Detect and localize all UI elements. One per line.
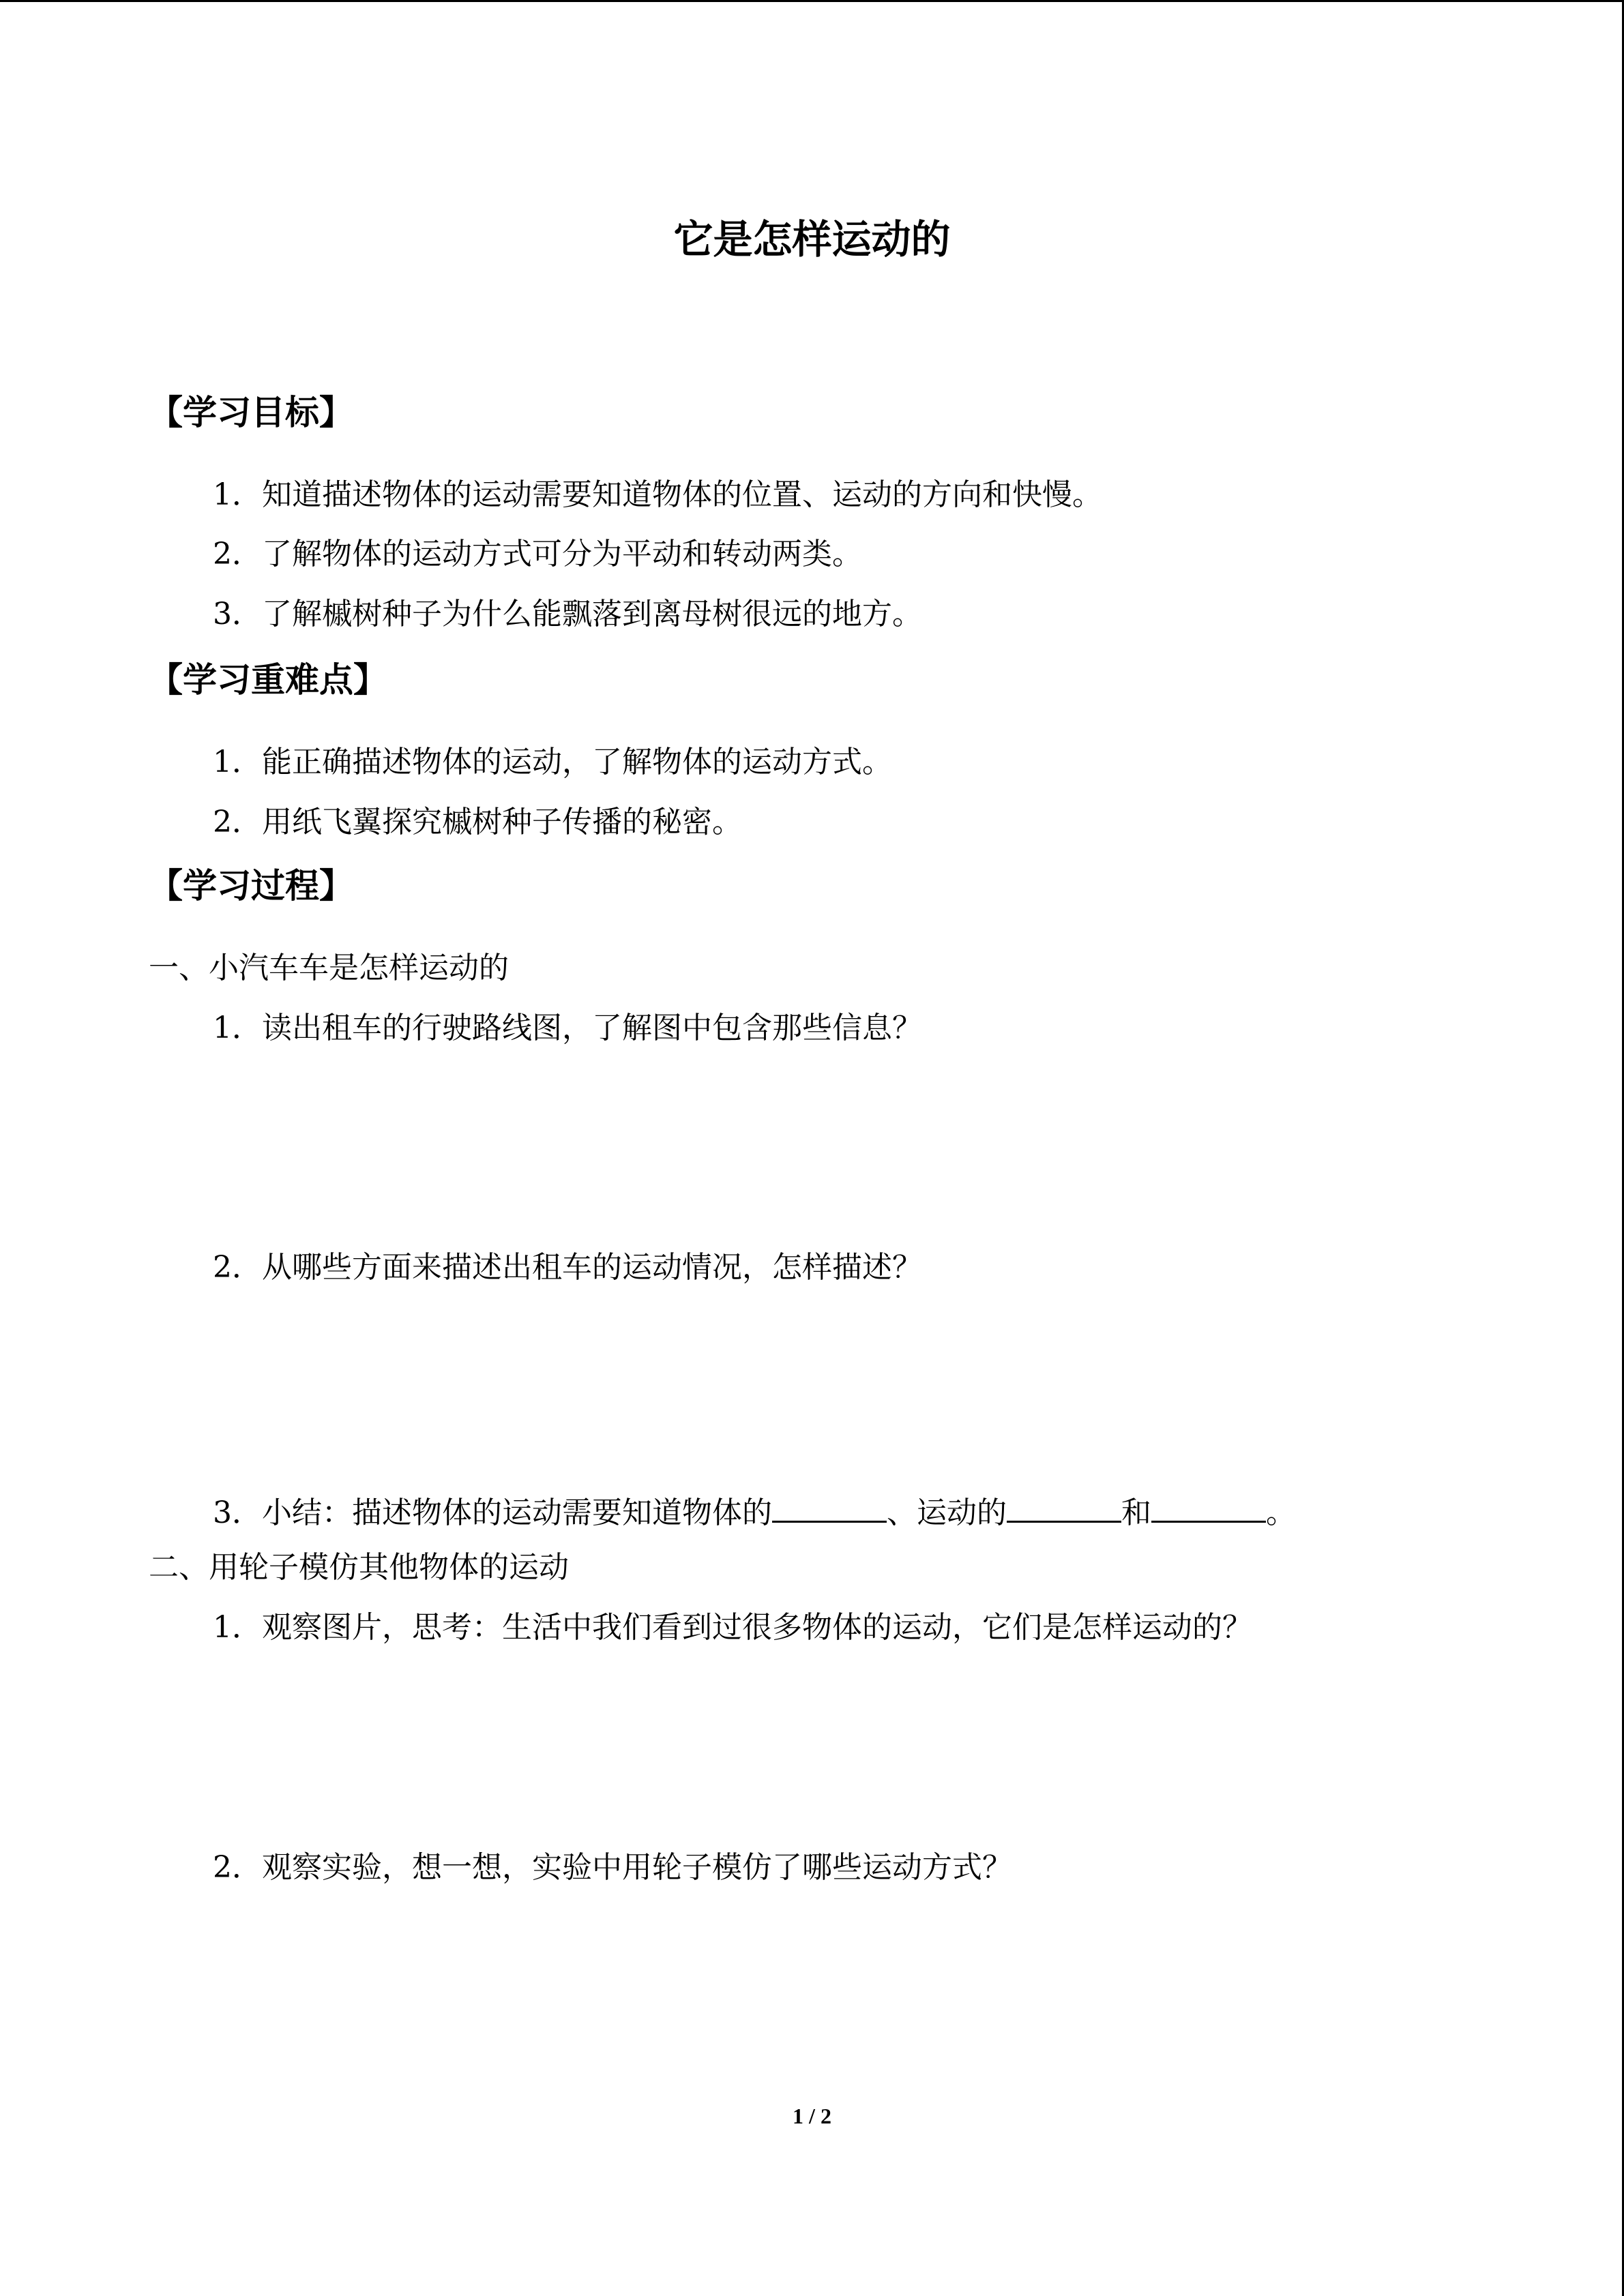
part2-question-1: 1．观察图片，思考：生活中我们看到过很多物体的运动，它们是怎样运动的？ xyxy=(213,1610,1252,1645)
process-heading: 【学习过程】 xyxy=(149,865,353,906)
objective-item-2: 2．了解物体的运动方式可分为平动和转动两类。 xyxy=(213,537,862,571)
summary-suffix: 。 xyxy=(1266,1495,1296,1530)
blank-direction[interactable] xyxy=(1007,1493,1121,1523)
objective-item-3: 3．了解槭树种子为什么能飘落到离母树很远的地方。 xyxy=(213,597,922,631)
objective-item-1: 1．知道描述物体的运动需要知道物体的位置、运动的方向和快慢。 xyxy=(213,477,1102,512)
part1-question-1: 1．读出租车的行驶路线图，了解图中包含那些信息？ xyxy=(213,1011,922,1045)
objectives-heading: 【学习目标】 xyxy=(149,392,353,432)
part1-title: 一、小汽车车是怎样运动的 xyxy=(149,951,509,985)
part1-question-2: 2．从哪些方面来描述出租车的运动情况，怎样描述？ xyxy=(213,1250,922,1285)
blank-position[interactable] xyxy=(772,1493,887,1523)
page-number: 1 / 2 xyxy=(793,2104,831,2128)
part2-title: 二、用轮子模仿其他物体的运动 xyxy=(149,1550,569,1585)
part1-summary xyxy=(213,1493,1296,1528)
summary-sep1: 、运动的 xyxy=(887,1495,1007,1530)
summary-sep2: 和 xyxy=(1121,1495,1151,1530)
page-title: 它是怎样运动的 xyxy=(673,216,951,263)
summary-prefix: 3．小结：描述物体的运动需要知道物体的 xyxy=(213,1495,772,1530)
key-point-item-1: 1．能正确描述物体的运动，了解物体的运动方式。 xyxy=(213,745,892,779)
page-border-top xyxy=(0,0,1624,2)
key-point-item-2: 2．用纸飞翼探究槭树种子传播的秘密。 xyxy=(213,805,742,839)
blank-speed[interactable] xyxy=(1151,1493,1266,1523)
part2-question-2: 2．观察实验，想一想，实验中用轮子模仿了哪些运动方式？ xyxy=(213,1850,1012,1885)
key-points-heading: 【学习重难点】 xyxy=(149,659,387,700)
